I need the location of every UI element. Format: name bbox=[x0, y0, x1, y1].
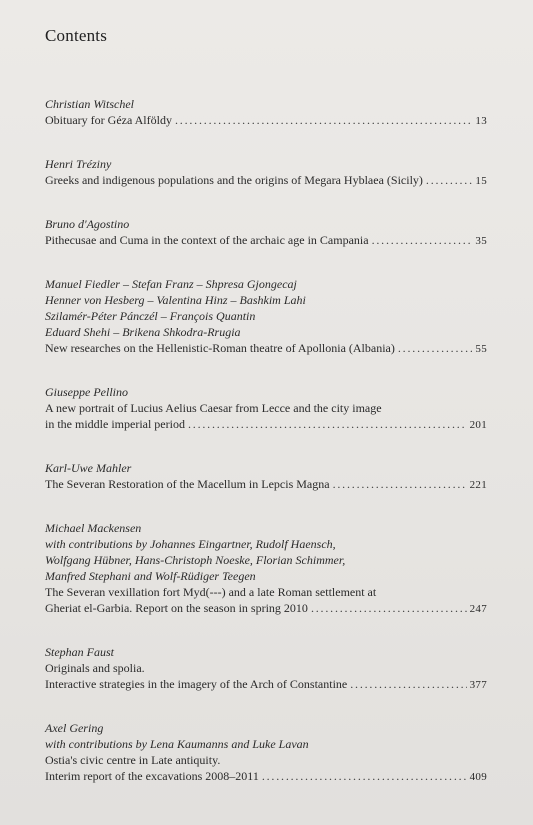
dot-leader bbox=[426, 172, 472, 188]
page-number: 13 bbox=[475, 115, 487, 127]
toc-title-line: Pithecusae and Cuma in the context of the archaic age in Campania bbox=[45, 233, 369, 247]
toc-entry bbox=[45, 644, 487, 693]
page-number: 221 bbox=[469, 479, 487, 491]
dot-leader bbox=[188, 416, 467, 432]
page-number: 409 bbox=[469, 771, 487, 783]
dot-leader bbox=[398, 340, 473, 356]
toc-author: with contributions by Johannes Eingartner, Rudolf Haensch, bbox=[45, 537, 336, 551]
toc-title-line: Interactive strategies in the imagery of the Arch of Constantine bbox=[45, 677, 348, 691]
toc-author: Henner von Hesberg – Valentina Hinz – Bashkim Lahi bbox=[45, 293, 306, 307]
toc-author: Eduard Shehi – Brikena Shkodra-Rrugia bbox=[45, 325, 241, 339]
toc-entry bbox=[45, 96, 487, 129]
dot-leader bbox=[311, 600, 467, 616]
toc-author: Szilamér-Péter Pánczél – François Quantin bbox=[45, 309, 256, 323]
toc-list bbox=[45, 96, 487, 812]
toc-title-row bbox=[45, 676, 487, 693]
toc-author: Stephan Faust bbox=[45, 645, 114, 659]
toc-entry bbox=[45, 720, 487, 785]
toc-title-row bbox=[45, 600, 487, 617]
toc-entry bbox=[45, 460, 487, 493]
dot-leader bbox=[333, 476, 467, 492]
toc-title-row bbox=[45, 416, 487, 433]
toc-title-row bbox=[45, 232, 487, 249]
toc-title-line: Interim report of the excavations 2008–2011 bbox=[45, 769, 259, 783]
page-title: Contents bbox=[45, 26, 108, 45]
toc-title-line: in the middle imperial period bbox=[45, 417, 185, 431]
page-number: 201 bbox=[469, 419, 487, 431]
page-number: 35 bbox=[475, 235, 487, 247]
dot-leader bbox=[372, 232, 473, 248]
page-number: 15 bbox=[475, 175, 487, 187]
toc-author: Manfred Stephani and Wolf-Rüdiger Teegen bbox=[45, 569, 256, 583]
toc-title-line: Originals and spolia. bbox=[45, 661, 145, 675]
toc-author: Karl-Uwe Mahler bbox=[45, 461, 132, 475]
toc-title-line: A new portrait of Lucius Aelius Caesar from Lecce and the city image bbox=[45, 401, 382, 415]
toc-title-line: The Severan vexillation fort Myd(---) and a late Roman settlement at bbox=[45, 585, 377, 599]
toc-author: with contributions by Lena Kaumanns and Luke Lavan bbox=[45, 737, 309, 751]
toc-author: Wolfgang Hübner, Hans-Christoph Noeske, Florian Schimmer, bbox=[45, 553, 346, 567]
toc-title-line: Obituary for Géza Alföldy bbox=[45, 113, 172, 127]
toc-title-row bbox=[45, 768, 487, 785]
page-number: 377 bbox=[469, 679, 487, 691]
toc-title-line: The Severan Restoration of the Macellum in Lepcis Magna bbox=[45, 477, 330, 491]
toc-title-row bbox=[45, 340, 487, 357]
toc-entry bbox=[45, 520, 487, 617]
toc-title-row bbox=[45, 112, 487, 129]
toc-entry bbox=[45, 156, 487, 189]
toc-author: Michael Mackensen bbox=[45, 521, 142, 535]
toc-title-line: Ostia's civic centre in Late antiquity. bbox=[45, 753, 221, 767]
toc-title-row bbox=[45, 172, 487, 189]
toc-title-line: Greeks and indigenous populations and the origins of Megara Hyblaea (Sicily) bbox=[45, 173, 423, 187]
toc-title-row bbox=[45, 476, 487, 493]
toc-author: Axel Gering bbox=[45, 721, 104, 735]
toc-title-line: New researches on the Hellenistic-Roman theatre of Apollonia (Albania) bbox=[45, 341, 395, 355]
dot-leader bbox=[262, 768, 467, 784]
toc-entry bbox=[45, 276, 487, 357]
toc-title-line: Gheriat el-Garbia. Report on the season in spring 2010 bbox=[45, 601, 308, 615]
toc-entry bbox=[45, 384, 487, 433]
toc-author: Bruno d'Agostino bbox=[45, 217, 130, 231]
toc-author: Manuel Fiedler – Stefan Franz – Shpresa Gjongecaj bbox=[45, 277, 297, 291]
dot-leader bbox=[350, 676, 466, 692]
toc-author: Christian Witschel bbox=[45, 97, 135, 111]
toc-author: Henri Tréziny bbox=[45, 157, 112, 171]
toc-entry bbox=[45, 216, 487, 249]
page-number: 55 bbox=[475, 343, 487, 355]
toc-author: Giuseppe Pellino bbox=[45, 385, 128, 399]
page-number: 247 bbox=[469, 603, 487, 615]
dot-leader bbox=[175, 112, 472, 128]
